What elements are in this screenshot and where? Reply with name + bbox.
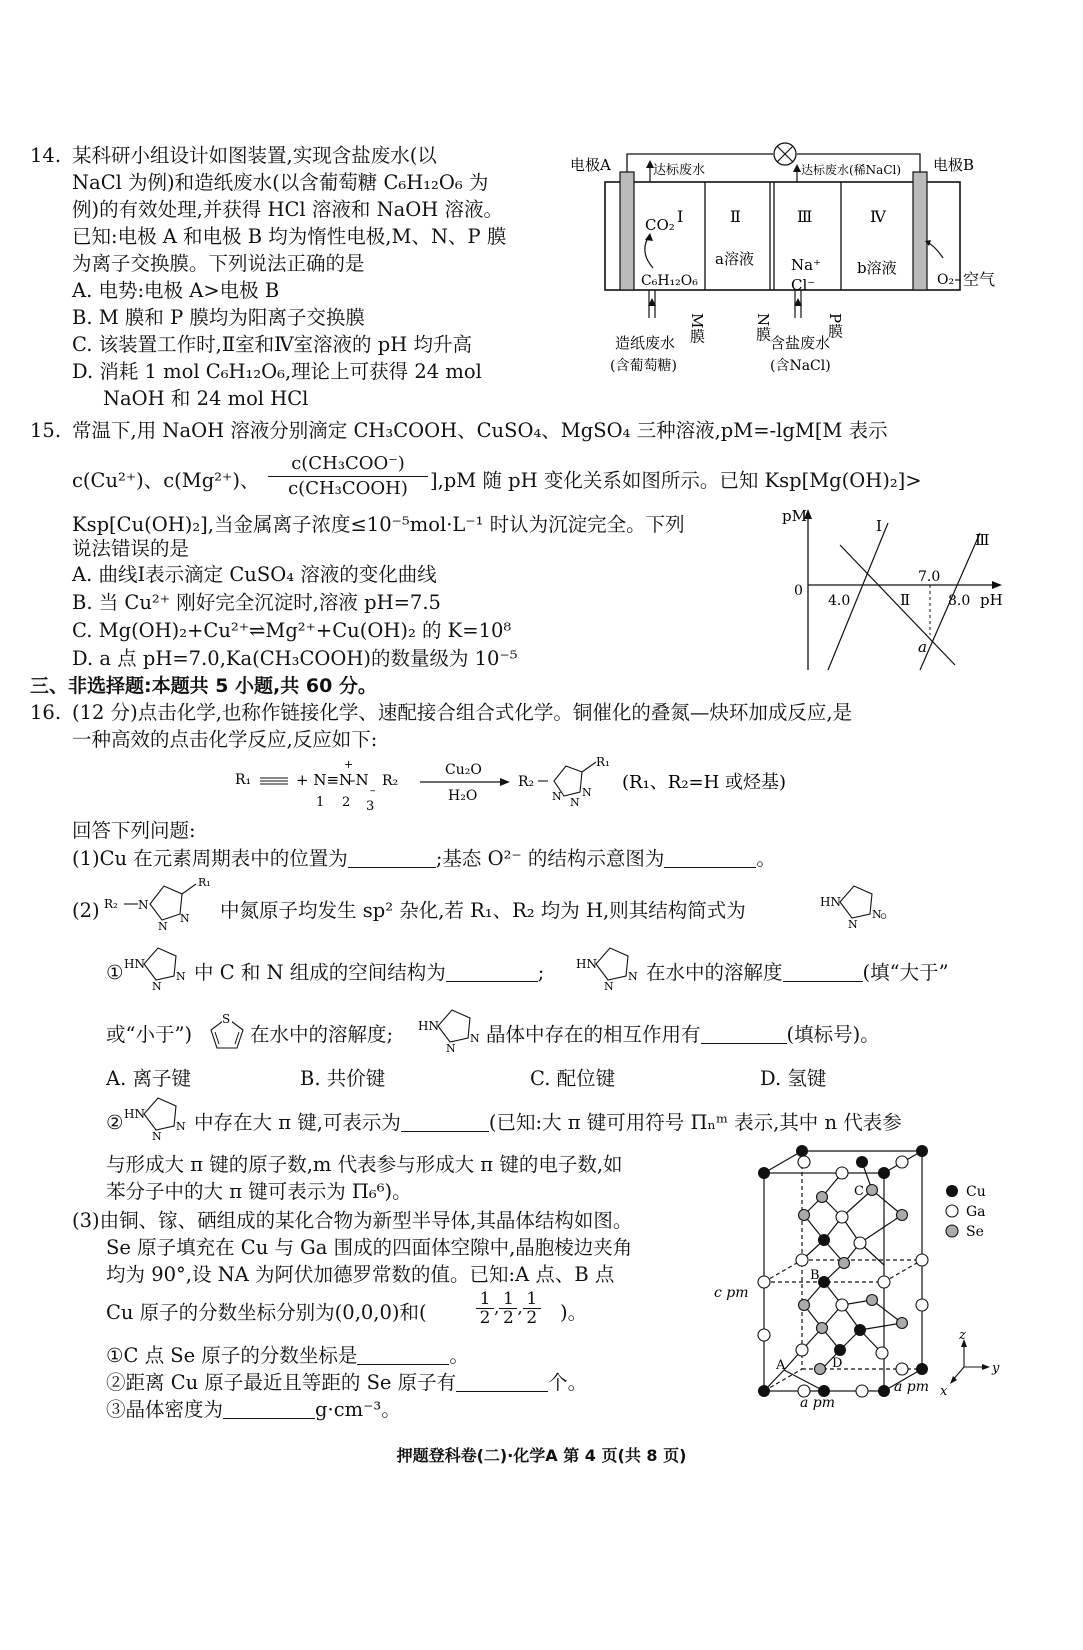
svg-text:C₆H₁₂O₆: C₆H₁₂O₆ xyxy=(641,273,698,289)
triazole-structure-3 xyxy=(576,940,646,990)
svg-text:N: N xyxy=(158,920,168,932)
svg-text:R₁: R₁ xyxy=(198,876,211,889)
svg-text:–N: –N xyxy=(348,771,369,789)
svg-text:3: 3 xyxy=(366,799,375,812)
q16-p1-text-b: ;基态 O²⁻ 的结构示意图为 xyxy=(435,847,665,870)
q15-option-a: A. 曲线Ⅰ表示滴定 CuSO₄ 溶液的变化曲线 xyxy=(72,563,437,586)
svg-text:N: N xyxy=(570,796,580,809)
svg-text:R₂: R₂ xyxy=(104,897,118,911)
svg-text:a pm: a pm xyxy=(894,1379,930,1395)
q16-p2-prefix: (2) xyxy=(72,899,100,922)
svg-text:N: N xyxy=(446,1042,456,1052)
svg-text:N: N xyxy=(628,970,638,983)
svg-text:N膜: N膜 xyxy=(754,313,772,342)
q16-q3-1 xyxy=(106,1343,469,1369)
svg-text:y: y xyxy=(992,1361,1000,1376)
thiophene-structure xyxy=(205,1010,249,1054)
q15-line-3: Ksp[Cu(OH)₂],当金属离子浓度≤10⁻⁵mol·L⁻¹ 时认为沉淀完全。下列 xyxy=(72,513,685,536)
q15-option-b: B. 当 Cu²⁺ 刚好完全沉淀时,溶液 pH=7.5 xyxy=(72,591,441,614)
svg-text:N: N xyxy=(470,1032,480,1045)
svg-text:造纸废水: 造纸废水 xyxy=(615,334,676,352)
q16-q3-2-blank[interactable] xyxy=(456,1373,548,1392)
svg-text:S: S xyxy=(222,1012,231,1026)
q16-s1-text-e: (填“大于” xyxy=(862,961,949,984)
svg-text:z: z xyxy=(959,1328,966,1343)
electrode-a-plate xyxy=(620,172,634,290)
svg-text:Ⅲ: Ⅲ xyxy=(975,531,990,549)
svg-text:N: N xyxy=(152,980,162,990)
svg-text:CO₂: CO₂ xyxy=(645,216,675,234)
q16-s1-text-b: 中 C 和 N 组成的空间结构为 xyxy=(194,961,446,984)
svg-text:R₂: R₂ xyxy=(518,774,535,790)
svg-text:(含葡萄糖): (含葡萄糖) xyxy=(610,358,677,374)
triazole-structure-5 xyxy=(124,1090,194,1140)
q16-s3-prefix: ② xyxy=(106,1111,124,1134)
svg-text:–: – xyxy=(370,784,376,797)
q15-number: 15. xyxy=(30,419,62,442)
svg-text:(含NaCl): (含NaCl) xyxy=(770,358,831,374)
q16-part-1 xyxy=(72,846,776,872)
q16-q3-2 xyxy=(106,1370,587,1396)
q14-option-d-cont: NaOH 和 24 mol HCl xyxy=(72,387,309,410)
svg-text:Ⅰ: Ⅰ xyxy=(876,517,882,535)
svg-text:Ga: Ga xyxy=(966,1204,986,1220)
q16-choice-b: B. 共价键 xyxy=(300,1067,386,1090)
svg-text:+: + xyxy=(344,758,354,771)
svg-text:A: A xyxy=(776,1358,786,1373)
svg-text:Cl⁻: Cl⁻ xyxy=(791,276,816,294)
svg-text:N: N xyxy=(152,1130,162,1140)
svg-text:HN: HN xyxy=(820,895,841,909)
svg-text:a溶液: a溶液 xyxy=(715,250,754,268)
click-reaction-scheme xyxy=(230,752,850,812)
q16-s3-line-2: 与形成大 π 键的原子数,m 代表参与形成大 π 键的电子数,如 xyxy=(106,1153,623,1176)
svg-text:(R₁、R₂=H 或烃基): (R₁、R₂=H 或烃基) xyxy=(622,772,787,793)
q16-s1-line-2 xyxy=(646,960,949,986)
svg-text:R₂: R₂ xyxy=(382,773,399,789)
svg-text:M膜: M膜 xyxy=(688,313,706,344)
svg-text:N: N xyxy=(176,1120,186,1133)
q15-line-1: 常温下,用 NaOH 溶液分别滴定 CH₃COOH、CuSO₄、MgSO₄ 三种溶液,pM=-lgM[M 表示 xyxy=(72,419,888,442)
svg-text:N: N xyxy=(552,790,562,803)
svg-text:Se: Se xyxy=(966,1224,984,1240)
svg-text:N: N xyxy=(582,786,592,799)
q16-p2-text: 中氮原子均发生 sp² 杂化,若 R₁、R₂ 均为 H,则其结构简式为 xyxy=(220,899,746,922)
q16-p3-line-1: (3)由铜、镓、硒组成的某化合物为新型半导体,其晶体结构如图。 xyxy=(72,1209,633,1232)
q16-p3-coord-b: )。 xyxy=(560,1301,588,1324)
svg-text:Ⅱ: Ⅱ xyxy=(900,591,911,609)
svg-text:HN: HN xyxy=(418,1019,439,1033)
q14-line-3: 例)的有效处理,并获得 HCl 溶液和 NaOH 溶液。 xyxy=(72,198,503,221)
svg-text:Ⅰ: Ⅰ xyxy=(677,207,684,226)
q16-s1-prefix: ① xyxy=(106,961,124,984)
svg-text:N: N xyxy=(872,908,882,921)
q16-p1-text-c: 。 xyxy=(756,847,776,870)
q16-p2-end: 。 xyxy=(880,899,900,922)
svg-text:HN: HN xyxy=(124,1107,145,1121)
q15-fraction xyxy=(268,452,428,501)
q15-line-4: 说法错误的是 xyxy=(72,537,190,560)
q16-q3-2-end: 个。 xyxy=(548,1371,588,1394)
q16-s3-line xyxy=(194,1110,902,1136)
q16-p1-blank-1[interactable] xyxy=(348,849,436,868)
q16-s2-text-d: (填标号)。 xyxy=(786,1023,880,1046)
triazole-structure-2 xyxy=(124,940,194,990)
svg-text:x: x xyxy=(940,1384,948,1399)
svg-text:4.0: 4.0 xyxy=(828,593,851,609)
q16-answer-intro: 回答下列问题: xyxy=(72,819,196,842)
section-3-heading: 三、非选择题:本题共 5 小题,共 60 分。 xyxy=(30,675,377,697)
q14-option-c: C. 该装置工作时,Ⅱ室和Ⅳ室溶液的 pH 均升高 xyxy=(72,333,472,356)
svg-text:D: D xyxy=(832,1356,843,1371)
q16-intro-1: (12 分)点击化学,也称作链接化学、速配接合组合式化学。铜催化的叠氮—炔环加成反应,是 xyxy=(72,701,853,724)
svg-text:7.0: 7.0 xyxy=(918,569,941,585)
q16-p3-coord-a: Cu 原子的分数坐标分别为(0,0,0)和( xyxy=(106,1301,427,1324)
q16-s3-text-b: 中存在大 π 键,可表示为 xyxy=(194,1111,401,1134)
svg-text:c pm: c pm xyxy=(714,1285,749,1301)
svg-text:1: 1 xyxy=(316,795,325,810)
svg-text:达标废水(稀NaCl): 达标废水(稀NaCl) xyxy=(801,163,902,177)
q14-option-b: B. M 膜和 P 膜均为阳离子交换膜 xyxy=(72,306,365,329)
svg-text:+ N≡N: + N≡N xyxy=(296,771,353,789)
svg-text:H₂O: H₂O xyxy=(448,788,478,804)
q16-s3-text-c: (已知:大 π 键可用符号 Πₙᵐ 表示,其中 n 代表参 xyxy=(488,1111,902,1134)
svg-text:达标废水: 达标废水 xyxy=(653,163,706,178)
svg-text:空气: 空气 xyxy=(963,270,996,289)
svg-text:C: C xyxy=(854,1184,864,1199)
q16-s2-text-c: 晶体中存在的相互作用有 xyxy=(486,1023,701,1046)
q14-line-2: NaCl 为例)和造纸废水(以含葡萄糖 C₆H₁₂O₆ 为 xyxy=(72,171,489,194)
svg-text:N: N xyxy=(138,898,149,912)
q14-line-5: 为离子交换膜。下列说法正确的是 xyxy=(72,252,365,275)
q16-s2-line xyxy=(486,1022,880,1048)
svg-text:B: B xyxy=(810,1268,820,1283)
curve-ii xyxy=(840,545,955,665)
q16-p3-line-2: Se 原子填充在 Cu 与 Ga 围成的四面体空隙中,晶胞棱边夹角 xyxy=(106,1236,633,1259)
page-footer: 押题登科卷(二)·化学A 第 4 页(共 8 页) xyxy=(396,1446,687,1465)
q16-s1-line xyxy=(194,960,544,986)
svg-text:pM: pM xyxy=(782,507,807,525)
q16-choice-c: C. 配位键 xyxy=(530,1067,616,1090)
svg-text:N: N xyxy=(176,970,186,983)
q16-q3-1-end: 。 xyxy=(449,1344,469,1367)
q16-q3-1-blank[interactable] xyxy=(357,1346,449,1365)
q14-line-4: 已知:电极 A 和电极 B 均为惰性电极,M、N、P 膜 xyxy=(72,225,507,248)
svg-text:HN: HN xyxy=(576,957,597,971)
svg-text:Cu₂O: Cu₂O xyxy=(445,762,482,778)
svg-text:N: N xyxy=(848,918,858,928)
q15-pm-ph-graph xyxy=(780,505,1010,675)
svg-text:电极A: 电极A xyxy=(570,156,611,174)
q16-s1-blank-1[interactable] xyxy=(446,963,538,982)
q16-p1-text-a: (1)Cu 在元素周期表中的位置为 xyxy=(72,847,348,870)
q16-q3-3-text: ③晶体密度为 xyxy=(106,1398,224,1421)
q14-cell-diagram xyxy=(565,140,1015,380)
q16-intro-2: 一种高效的点击化学反应,反应如下: xyxy=(72,728,378,751)
crystal-structure-diagram xyxy=(712,1145,1012,1410)
svg-text:O₂: O₂ xyxy=(937,272,955,288)
svg-text:HN: HN xyxy=(124,957,145,971)
q16-q3-3-end: g·cm⁻³。 xyxy=(315,1398,401,1421)
curve-iii xyxy=(920,533,980,670)
svg-text:0: 0 xyxy=(794,583,803,599)
q16-number: 16. xyxy=(30,701,62,724)
q16-choice-a: A. 离子键 xyxy=(106,1067,191,1090)
svg-text:pH: pH xyxy=(980,591,1003,609)
svg-text:P膜: P膜 xyxy=(826,313,844,339)
svg-text:a pm: a pm xyxy=(800,1395,836,1410)
q14-line-1: 某科研小组设计如图装置,实现含盐废水(以 xyxy=(72,144,437,167)
q15-line-2b: ],pM 随 pH 变化关系如图所示。已知 Ksp[Mg(OH)₂]> xyxy=(430,469,922,492)
svg-text:N: N xyxy=(604,980,614,990)
q16-s3-line-3: 苯分子中的大 π 键可表示为 Π₆⁶)。 xyxy=(106,1180,412,1203)
q16-coord-fractions: $\frac{1}{2}$ , $\frac{1}{2}$ , $\frac{1}{2}$ xyxy=(476,1290,541,1327)
svg-text:Ⅳ: Ⅳ xyxy=(870,207,886,226)
q15-option-d: D. a 点 pH=7.0,Ka(CH₃COOH)的数量级为 10⁻⁵ xyxy=(72,647,518,670)
q15-option-c: C. Mg(OH)₂+Cu²⁺⇌Mg²⁺+Cu(OH)₂ 的 K=10⁸ xyxy=(72,619,512,642)
q16-s3-blank[interactable] xyxy=(401,1113,489,1132)
q16-q3-3 xyxy=(106,1397,401,1423)
svg-text:b溶液: b溶液 xyxy=(857,259,897,277)
svg-text:a: a xyxy=(918,638,927,656)
q14-number: 14. xyxy=(30,144,62,167)
q14-option-d: D. 消耗 1 mol C₆H₁₂O₆,理论上可获得 24 mol xyxy=(72,360,482,383)
q16-q3-2-text: ②距离 Cu 原子最近且等距的 Se 原子有 xyxy=(106,1371,457,1394)
triazole-structure-4 xyxy=(418,1002,488,1052)
q15-fraction-num: c(CH₃COO⁻) xyxy=(291,453,405,474)
svg-text:Na⁺: Na⁺ xyxy=(791,256,821,274)
q16-s1-text-c: ; xyxy=(537,961,545,984)
svg-text:2: 2 xyxy=(342,795,351,810)
q16-p3-line-3: 均为 90°,设 NA 为阿伏加德罗常数的值。已知:A 点、B 点 xyxy=(106,1263,615,1286)
svg-text:Cu: Cu xyxy=(966,1184,986,1200)
q16-s2-prefix: 或“小于”) xyxy=(106,1023,193,1046)
svg-text:含盐废水: 含盐废水 xyxy=(770,334,831,352)
q16-choice-d: D. 氢键 xyxy=(760,1067,827,1090)
q16-q3-3-blank[interactable] xyxy=(223,1400,315,1419)
svg-text:R₁: R₁ xyxy=(596,755,610,769)
svg-text:N: N xyxy=(180,912,190,925)
q14-option-a: A. 电势:电极 A>电极 B xyxy=(72,279,280,302)
svg-text:电极B: 电极B xyxy=(933,156,975,174)
svg-text:Ⅱ: Ⅱ xyxy=(730,207,741,226)
svg-text:8.0: 8.0 xyxy=(948,593,971,609)
svg-text:R₁: R₁ xyxy=(235,772,252,788)
q16-s2-blank[interactable] xyxy=(701,1025,787,1044)
q16-q3-1-text: ①C 点 Se 原子的分数坐标是 xyxy=(106,1344,358,1367)
q16-p1-blank-2[interactable] xyxy=(664,849,756,868)
electrode-b-plate xyxy=(913,172,927,290)
q16-s1-blank-2[interactable] xyxy=(783,963,863,982)
triazole-r-structure xyxy=(104,872,214,932)
q16-s2-text-b: 在水中的溶解度; xyxy=(250,1023,394,1046)
q16-s1-text-d: 在水中的溶解度 xyxy=(646,961,783,984)
q15-line-2a: c(Cu²⁺)、c(Mg²⁺)、 xyxy=(72,469,260,492)
q15-fraction-den: c(CH₃COOH) xyxy=(268,476,428,501)
svg-text:Ⅲ: Ⅲ xyxy=(797,207,813,226)
